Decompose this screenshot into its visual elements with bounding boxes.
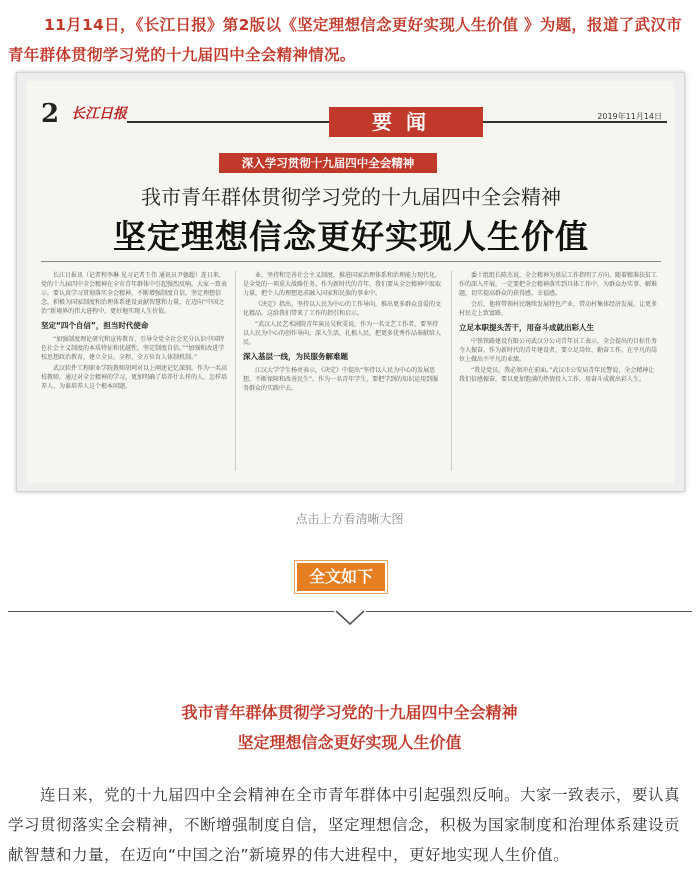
article-title-line-2: 坚定理想信念更好实现人生价值 <box>237 733 462 752</box>
intro-paragraph: 11月14日，《长江日报》第2版以《坚定理想信念更好实现人生价值 》为题，报道了武汉市青年群体贯彻学习党的十九届四中全会精神情况。 <box>8 16 682 64</box>
column-paragraph: 江汉大学学生杨亮表示，《决定》中提出“坚持以人民为中心的发展思想，不断保障和改善民生”。作为一名青年学生，要把学到的知识运用到服务群众的实践中去。 <box>243 367 439 392</box>
column-paragraph: 业，坚持和完善社会主义制度，推进国家治理体系和治理能力现代化，是全党的一项重大战略任务。作为新时代的青年，我们要从全会精神中汲取力量，把个人的理想追求融入国家和民族的事业中。 <box>243 272 442 297</box>
article-title-line-1: 我市青年群体贯彻学习党的十九届四中全会精神 <box>181 703 518 722</box>
column-subhead: 坚定“四个自信”，担当时代使命 <box>41 321 149 330</box>
section-banner: 要闻 <box>329 107 483 137</box>
column-subhead: 立足本职提头苦干，用奋斗成就出彩人生 <box>459 323 594 332</box>
column-paragraph: “武汉人民艺术剧院青年演员吴秋雯说，作为一名文艺工作者，要坚持以人民为中心的创作导向，深入生活，扎根人民，把更多优秀作品奉献给人民。 <box>243 321 442 346</box>
headline-rule <box>41 261 661 262</box>
page-number: 2 <box>41 99 60 129</box>
article-column-1 <box>41 271 227 471</box>
newspaper-image[interactable] <box>16 72 685 492</box>
chevron-down-icon <box>334 598 366 628</box>
column-paragraph: 长江日报讯（记者程李琳 见习记者王伟 通讯员尹德超）连日来，党的十九届四中全会精神在全市青年群体中引起强烈反响。大家一致表示，要认真学习贯彻落实全会精神，不断增强制度自信，坚定理想信念，积极为国家制度和治理体系建设贡献智慧和力量，在迈向“中国之治”新境界的伟大进程中，更好地实现人生价值。 <box>41 272 227 315</box>
article-body: 连日来，党的十九届四中全会精神在全市青年群体中引起强烈反响。大家一致表示，要认真学习贯彻落实全会精神，不断增强制度自信，坚定理想信念，积极为国家制度和治理体系建设贡献智慧和力量，在迈向“中国之治”新境界的伟大进程中，更好地实现人生价值。 <box>8 786 681 864</box>
column-paragraph: 中铁铁路建设有限公司武汉分公司青年员工表示，全会提出的目标任务令人振奋，作为新时代的青年建设者，要立足岗位、勤奋工作，在平凡的岗位上做出不平凡的业绩。 <box>459 338 658 363</box>
newspaper-headline: 坚定理想信念更好实现人生价值 <box>113 217 589 256</box>
kicker-banner: 深入学习贯彻十九届四中全会精神 <box>219 153 437 173</box>
newspaper-page <box>27 81 674 483</box>
edition-date: 2019年11月14日 <box>597 112 662 121</box>
column-divider <box>235 271 236 471</box>
column-divider <box>451 271 452 471</box>
column-paragraph: 委十组组长陈杰说，全会精神为基层工作指明了方向。随着精准扶贫工作的深入开展，一定要把全会精神落实到具体工作中，为群众办实事、解难题，切实提高群众的获得感、幸福感。 <box>459 272 658 297</box>
article-column-2 <box>243 271 443 471</box>
image-caption: 点击上方看清晰大图 <box>295 512 404 526</box>
article-column-3 <box>459 271 659 471</box>
fulltext-badge: 全文如下 <box>297 563 385 591</box>
column-paragraph: “加强制度理论研究和宣传教育，引导全党全社会充分认识中国特色社会主义制度的本质特征和优越性，坚定制度自信。”“加强和改进学校思想政治教育，建立全员、全程、全方位育人体制机制。” <box>41 336 225 361</box>
article-title <box>0 698 699 758</box>
column-paragraph: “我是党员，我必须冲在前面。”武汉市公安局青年民警说，全会精神让我们倍感振奋，要以更加饱满的热情投入工作，用奋斗成就出彩人生。 <box>459 367 655 383</box>
column-paragraph: 《决定》指出，坚持以人民为中心的工作导向，推出更多群众喜爱的文化精品。这给我们带来了工作的指引和启示。 <box>243 301 442 317</box>
separator-line-right <box>366 611 692 612</box>
newspaper-subhead: 我市青年群体贯彻学习党的十九届四中全会精神 <box>141 185 561 209</box>
column-paragraph: 会后，他将带领村民继续发展特色产业，带动村集体经济发展，让更多村民走上致富路。 <box>459 301 658 317</box>
newspaper-logo: 长江日报 <box>71 106 127 122</box>
separator-line-left <box>8 611 334 612</box>
column-subhead: 深入基层一线，为民服务解难题 <box>243 352 348 361</box>
column-paragraph: 武汉软件工程职业学院教师胡珂对以上阐述记忆深刻。作为一名高校教师，通过对全会精神的学习，更加明确了培养什么样的人、怎样培养人、为谁培养人这个根本问题。 <box>41 365 227 390</box>
